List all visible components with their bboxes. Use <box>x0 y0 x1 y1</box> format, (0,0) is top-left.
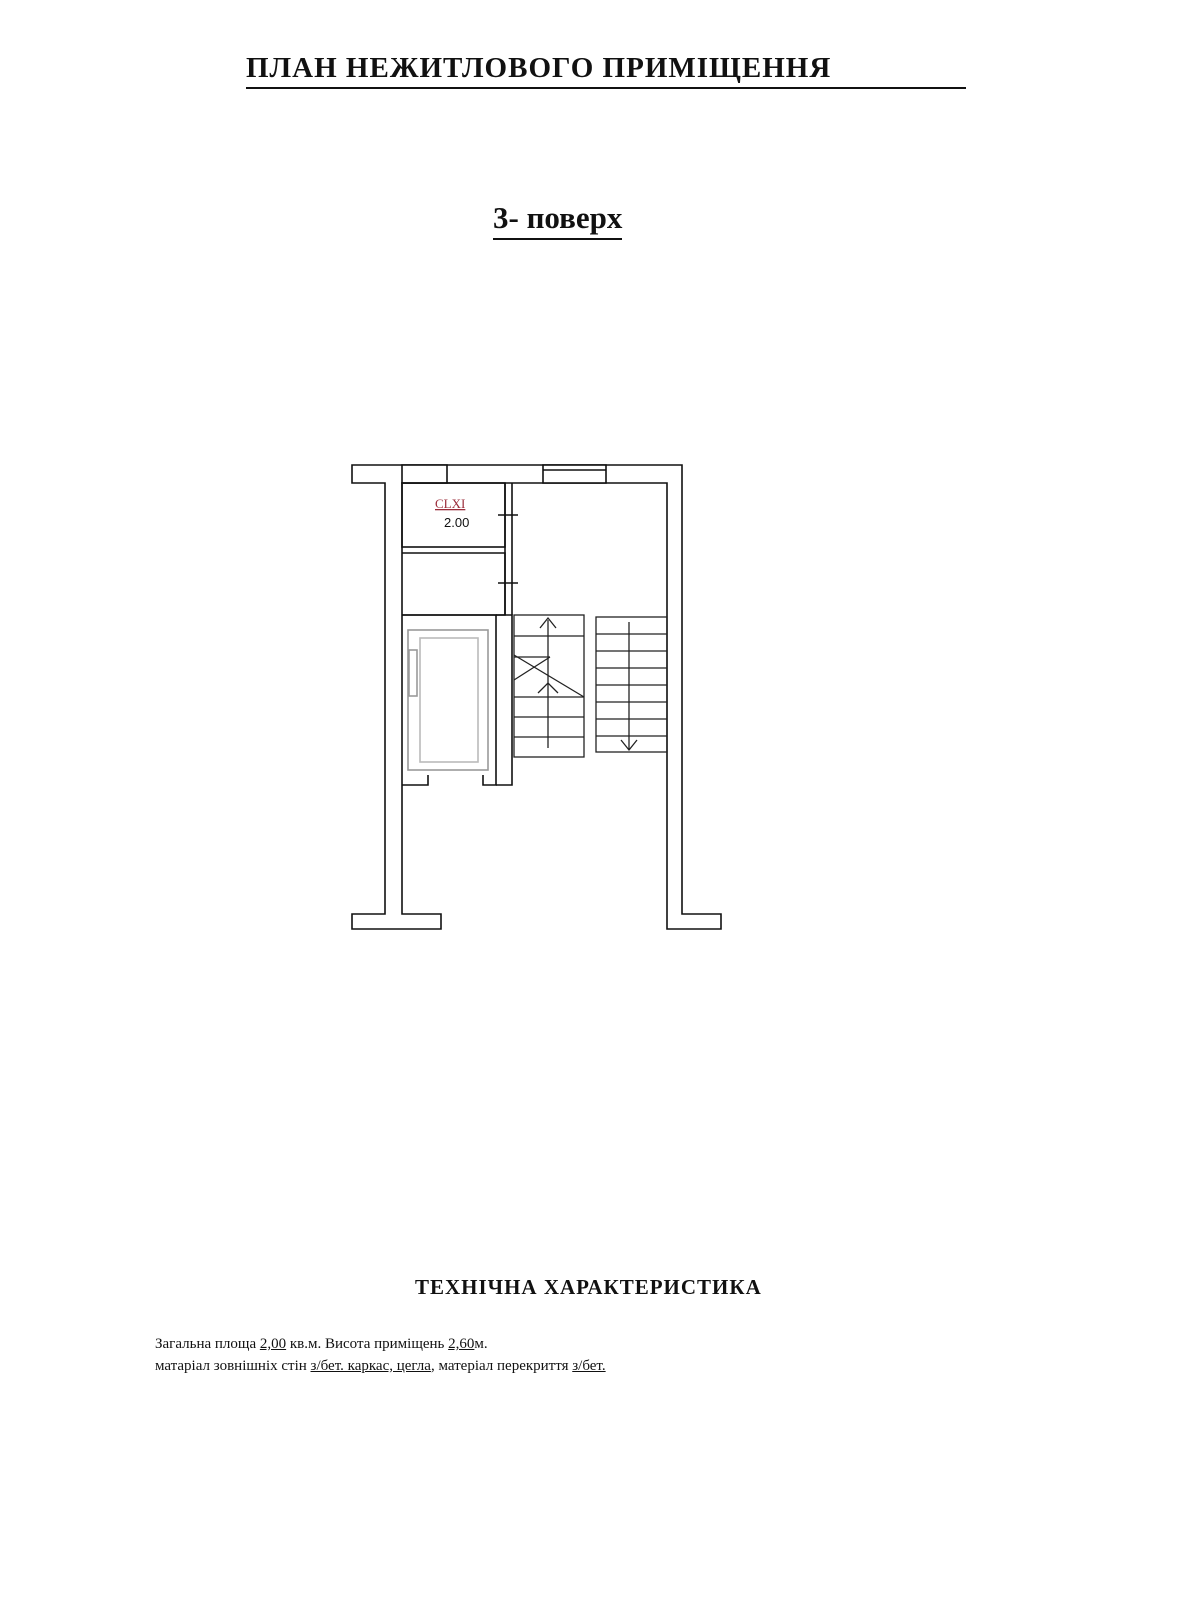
small-room <box>402 553 505 615</box>
stair-flight-left <box>514 615 584 757</box>
tech-heading: ТЕХНІЧНА ХАРАКТЕРИСТИКА <box>415 1275 762 1299</box>
window-left <box>402 465 447 483</box>
tech-line-2: матаріал зовнішніх стін з/бет. каркас, цегла, матеріал перекриття з/бет. <box>155 1358 606 1374</box>
room-code-label: CLXI <box>435 496 466 511</box>
wall-material: з/бет. каркас, цегла <box>310 1358 431 1374</box>
tech-line-1: Загальна площа 2,00 кв.м. Висота приміщень 2,60м. <box>155 1336 488 1352</box>
room-area-label: 2.00 <box>444 515 470 530</box>
total-area: 2,00 <box>259 1336 287 1352</box>
elevator-shaft <box>402 615 496 785</box>
document-title: ПЛАН НЕЖИТЛОВОГО ПРИМІЩЕННЯ <box>246 52 966 89</box>
stair-flight-right <box>596 617 667 752</box>
floor-label: 3- поверх <box>493 200 622 240</box>
stair-wall <box>496 615 512 785</box>
partition-wall <box>505 483 512 615</box>
window-right <box>543 465 606 483</box>
floor-material: з/бет. <box>572 1358 606 1374</box>
room-height: 2,60 <box>448 1336 475 1352</box>
